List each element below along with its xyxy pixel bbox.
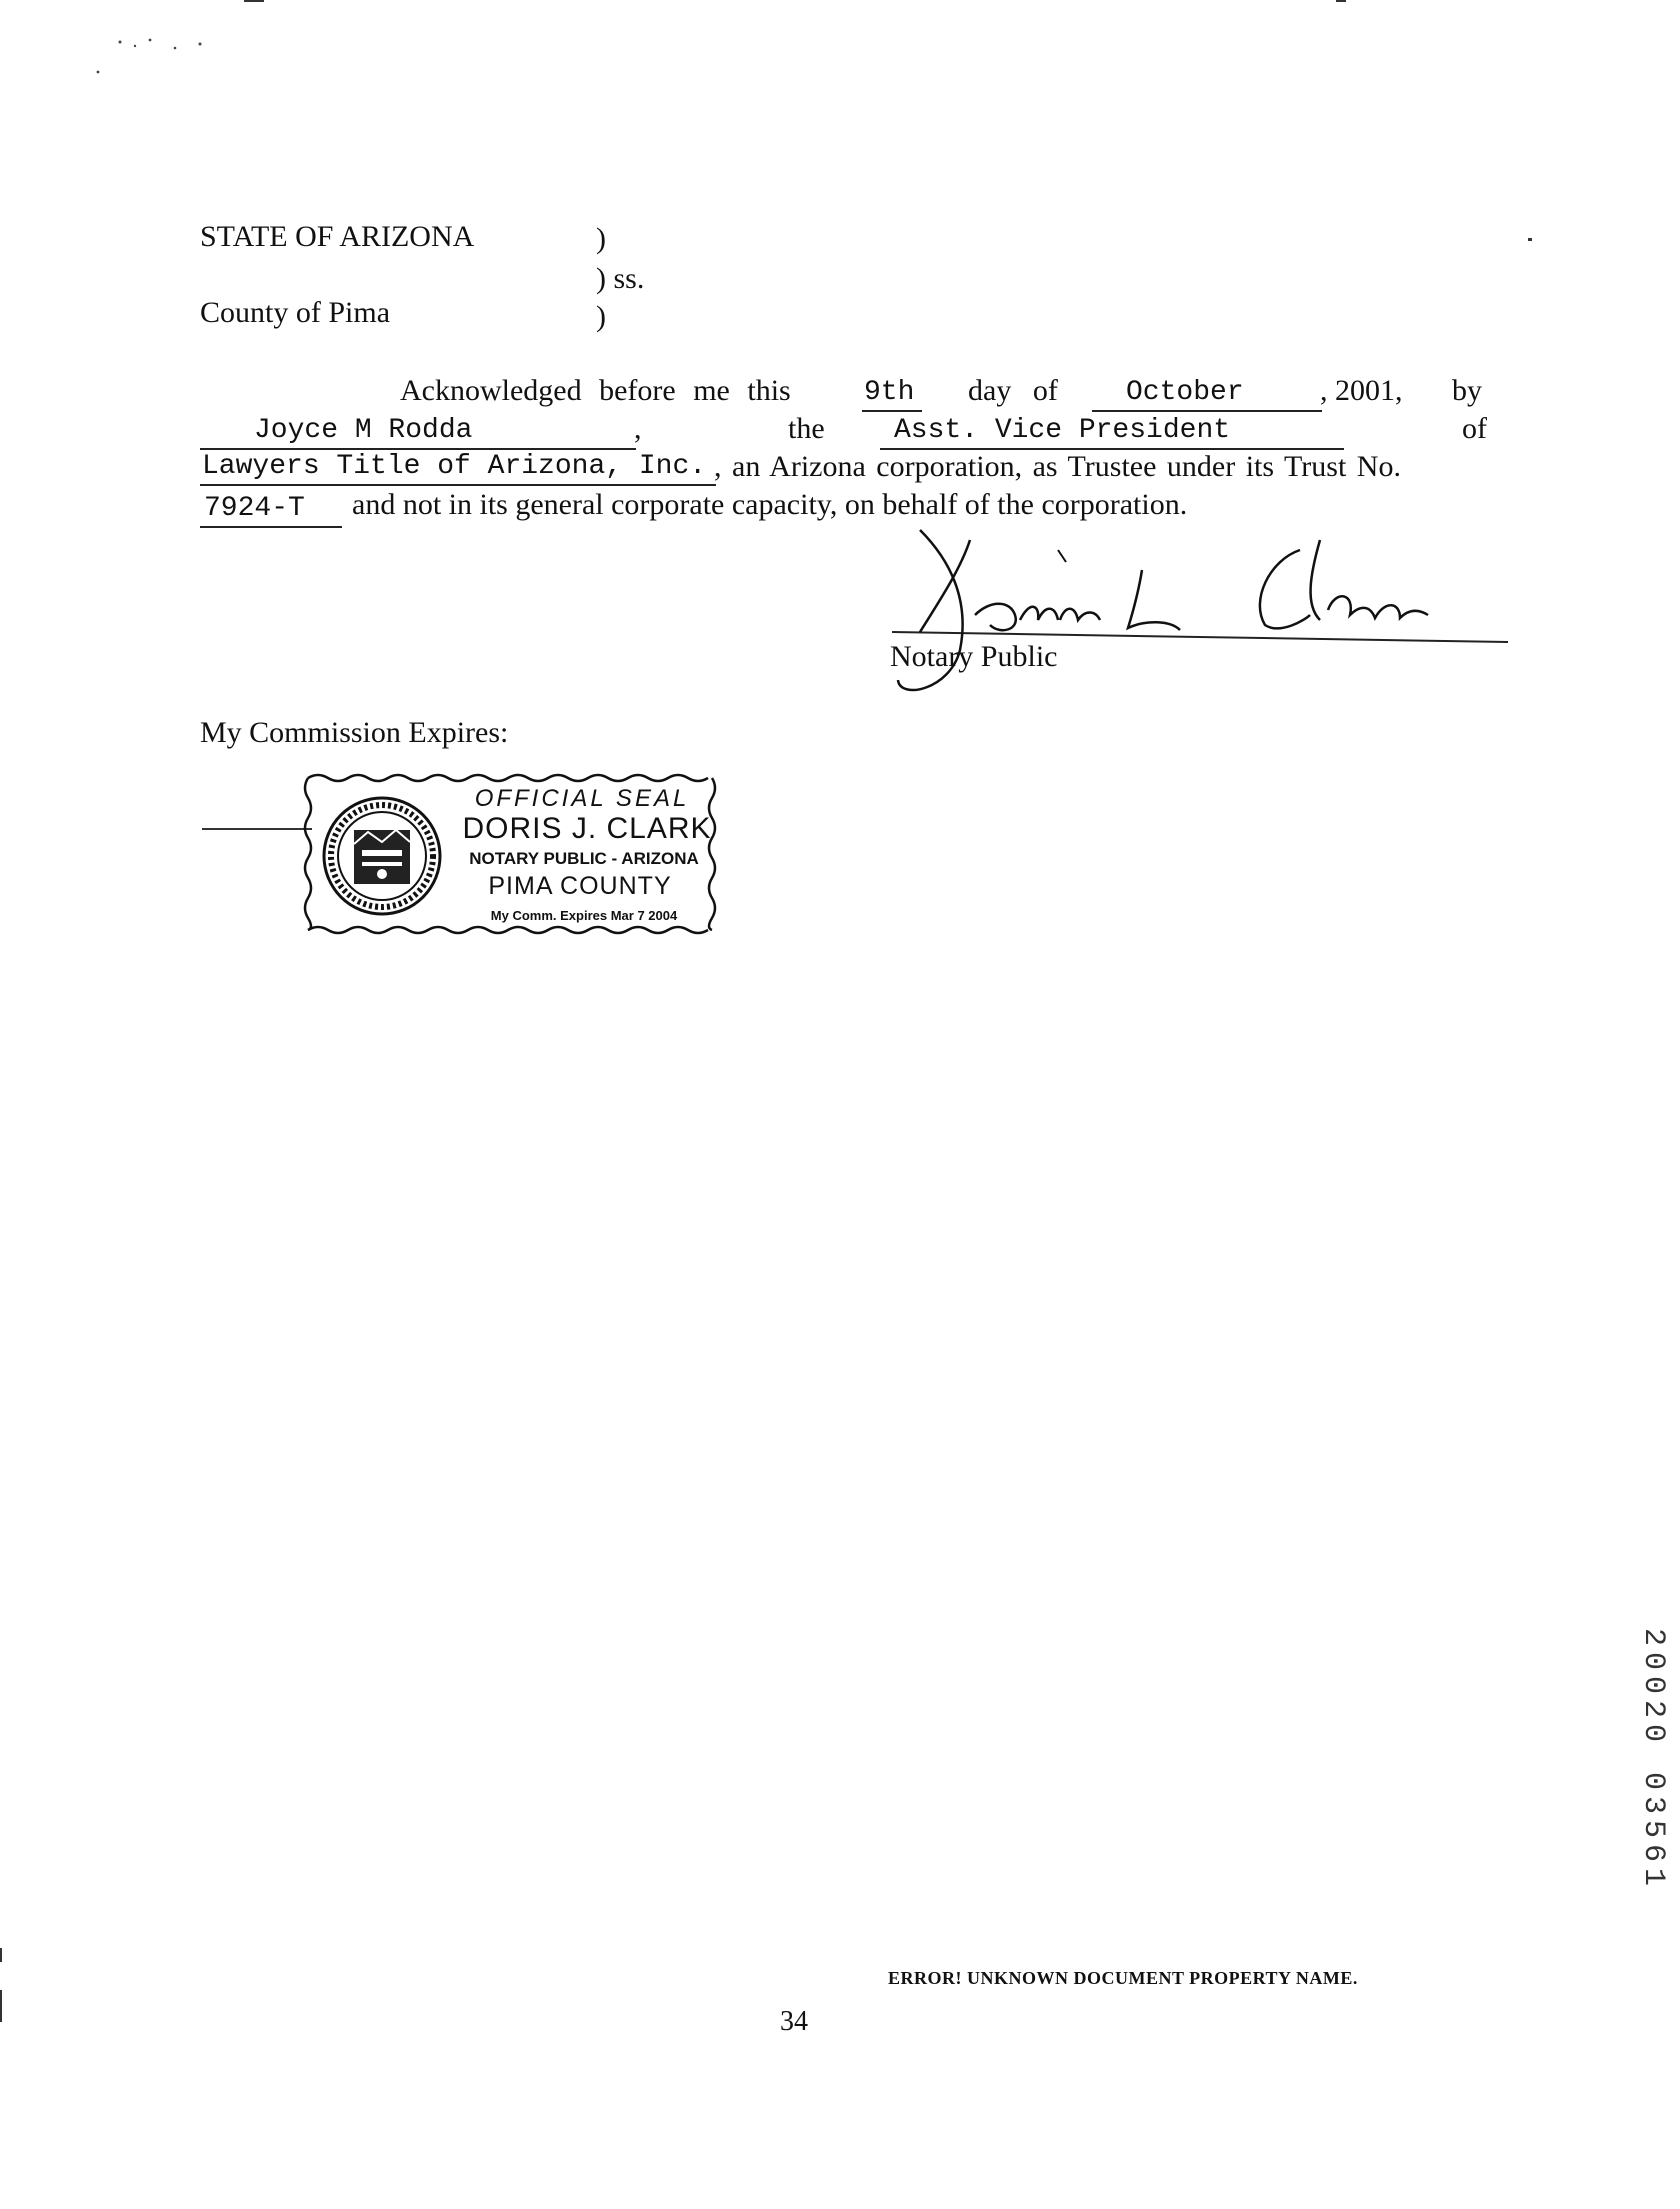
page-number: 34 (780, 2006, 808, 2037)
ack-lead-text: Acknowledged before me this (400, 374, 791, 407)
venue-ss: ) ss. (596, 262, 645, 295)
state-label: STATE OF ARIZONA (200, 220, 475, 253)
recording-number-text: 20020 03561 (1636, 1627, 1670, 1893)
corporation-text: , an Arizona corporation, as Trustee under its Trust No. (714, 450, 1401, 483)
scan-specks (90, 30, 220, 80)
company-value: Lawyers Title of Arizona, Inc. (202, 451, 707, 482)
scan-mark-top-right (1336, 0, 1346, 2)
notary-signature (880, 520, 1520, 720)
signer-comma: , (634, 412, 642, 445)
seal-line-expires: My Comm. Expires Mar 7 2004 (490, 908, 678, 923)
company-field (200, 446, 716, 486)
signer-value: Joyce M Rodda (254, 415, 473, 446)
month-field (1092, 372, 1322, 412)
day-of-text: day of (968, 374, 1058, 407)
seal-line-county: PIMA COUNTY (488, 872, 672, 900)
document-property-error: ERROR! UNKNOWN DOCUMENT PROPERTY NAME. (888, 1968, 1358, 1988)
day-value: 9th (864, 377, 915, 408)
scan-mark-left-edge-2 (0, 1990, 2, 2022)
arizona-state-seal-icon (324, 798, 440, 914)
county-label: County of Pima (200, 296, 391, 329)
month-value: October (1126, 377, 1244, 408)
recording-number-stamp (1636, 1590, 1670, 1930)
seal-line-official: OFFICIAL SEAL (474, 785, 690, 812)
scan-mark-right (1528, 238, 1532, 241)
trust-field (200, 488, 342, 528)
commission-expires-label: My Commission Expires: (200, 716, 509, 749)
official-seal-stamp (302, 770, 722, 938)
commission-blank-line (202, 828, 312, 830)
by-text: by (1452, 374, 1482, 407)
venue-paren-3: ) (596, 300, 606, 333)
seal-line-notary: NOTARY PUBLIC - ARIZONA (469, 849, 699, 868)
capacity-text: and not in its general corporate capacity, on behalf of the corporation. (352, 488, 1188, 521)
title-field (880, 410, 1344, 450)
year-text: , 2001, (1320, 374, 1403, 407)
venue-paren-1: ) (596, 222, 606, 255)
scan-mark-left-edge-1 (0, 1948, 2, 1962)
title-value: Asst. Vice President (894, 415, 1231, 446)
signer-field (200, 410, 636, 450)
notary-public-label: Notary Public (890, 640, 1058, 673)
seal-line-name: DORIS J. CLARK (462, 812, 712, 845)
trust-value: 7924-T (204, 493, 305, 524)
scan-mark-top-left (244, 0, 264, 2)
of-text: of (1462, 412, 1487, 445)
the-text: the (788, 412, 825, 445)
day-field (862, 372, 922, 412)
